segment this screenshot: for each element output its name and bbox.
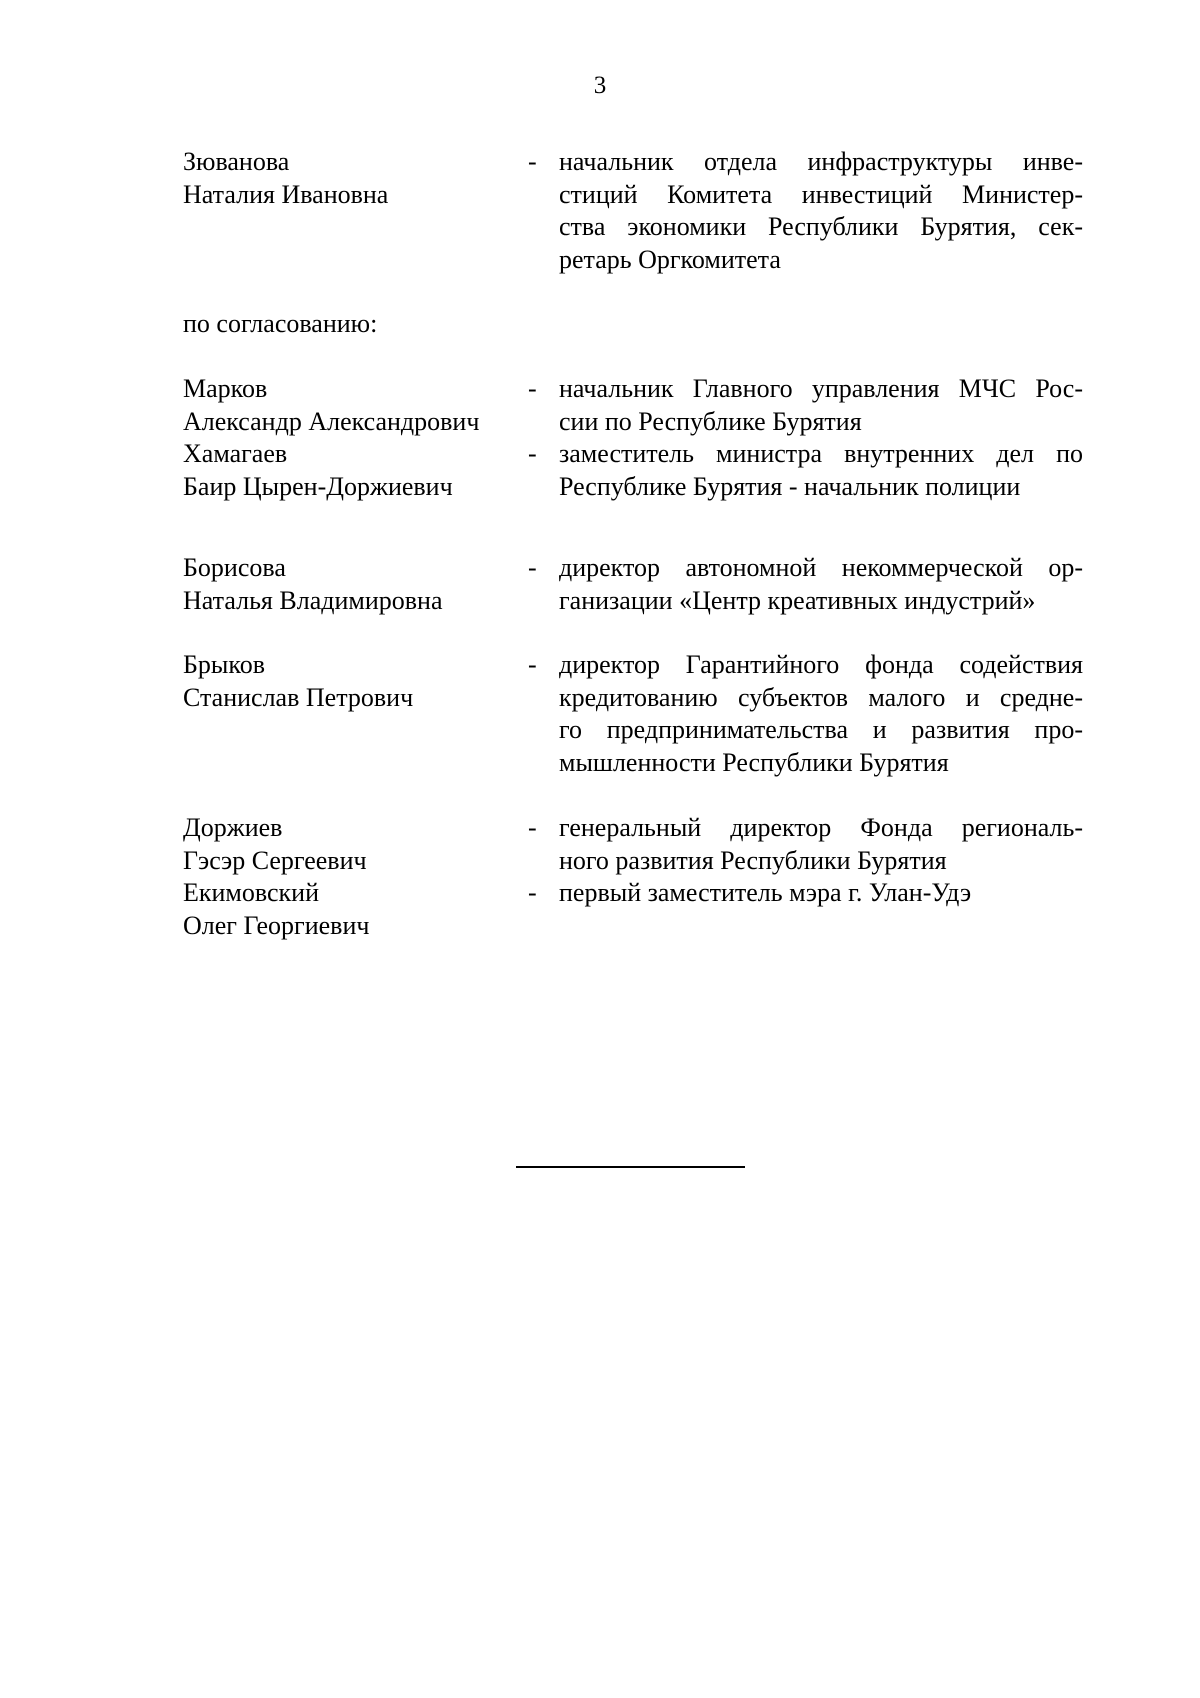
position-line: кредитованию субъектов малого и средне-	[559, 682, 1083, 712]
dash-separator: -	[528, 147, 537, 176]
position-line: Республике Бурятия - начальник полиции	[559, 471, 1021, 501]
member-surname: Борисова	[183, 553, 286, 582]
member-position	[559, 146, 1083, 276]
position-line: мышленности Республики Бурятия	[559, 747, 949, 777]
position-line: начальник Главного управления МЧС Рос-	[559, 374, 1083, 403]
member-surname: Брыков	[183, 650, 265, 679]
member-position	[559, 812, 1083, 877]
member-position	[559, 438, 1083, 503]
position-line: генеральный директор Фонда региональ-	[559, 813, 1083, 842]
dash-separator: -	[528, 878, 537, 907]
member-surname: Доржиев	[183, 813, 283, 842]
position-line: начальник отдела инфраструктуры инве-	[559, 147, 1083, 176]
position-line: первый заместитель мэра г. Улан-Удэ	[559, 878, 972, 907]
member-surname: Хамагаев	[183, 439, 288, 468]
position-line: ганизации «Центр креативных индустрий»	[559, 585, 1036, 615]
end-of-document-rule	[516, 1166, 745, 1168]
position-line: заместитель министра внутренних дел по	[559, 439, 1083, 468]
section-label: по согласованию:	[183, 309, 378, 338]
member-surname: Зюванова	[183, 147, 290, 176]
position-line: ретарь Оргкомитета	[559, 244, 781, 274]
member-surname: Екимовский	[183, 878, 320, 907]
dash-separator: -	[528, 439, 537, 468]
member-position	[559, 373, 1083, 438]
member-given-name: Наталия Ивановна	[183, 179, 389, 209]
position-line: ства экономики Республики Бурятия, сек-	[559, 212, 1083, 242]
dash-separator: -	[528, 553, 537, 582]
position-line: директор Гарантийного фонда содействия	[559, 650, 1083, 679]
member-given-name: Баир Цырен-Доржиевич	[183, 471, 453, 501]
member-given-name: Наталья Владимировна	[183, 585, 443, 615]
member-given-name: Станислав Петрович	[183, 682, 414, 712]
position-line: ного развития Республики Бурятия	[559, 845, 947, 875]
position-line: сии по Республике Бурятия	[559, 406, 862, 436]
member-position	[559, 649, 1083, 779]
page-number: 3	[593, 72, 607, 99]
dash-separator: -	[528, 374, 537, 403]
dash-separator: -	[528, 813, 537, 842]
member-given-name: Александр Александрович	[183, 406, 480, 436]
position-line: стиций Комитета инвестиций Министер-	[559, 179, 1083, 209]
member-surname: Марков	[183, 374, 268, 403]
member-position	[559, 877, 1083, 910]
member-given-name: Олег Георгиевич	[183, 910, 370, 940]
position-line: го предпринимательства и развития про-	[559, 715, 1083, 745]
position-line: директор автономной некоммерческой ор-	[559, 553, 1083, 582]
dash-separator: -	[528, 650, 537, 679]
member-given-name: Гэсэр Сергеевич	[183, 845, 367, 875]
member-position	[559, 552, 1083, 617]
